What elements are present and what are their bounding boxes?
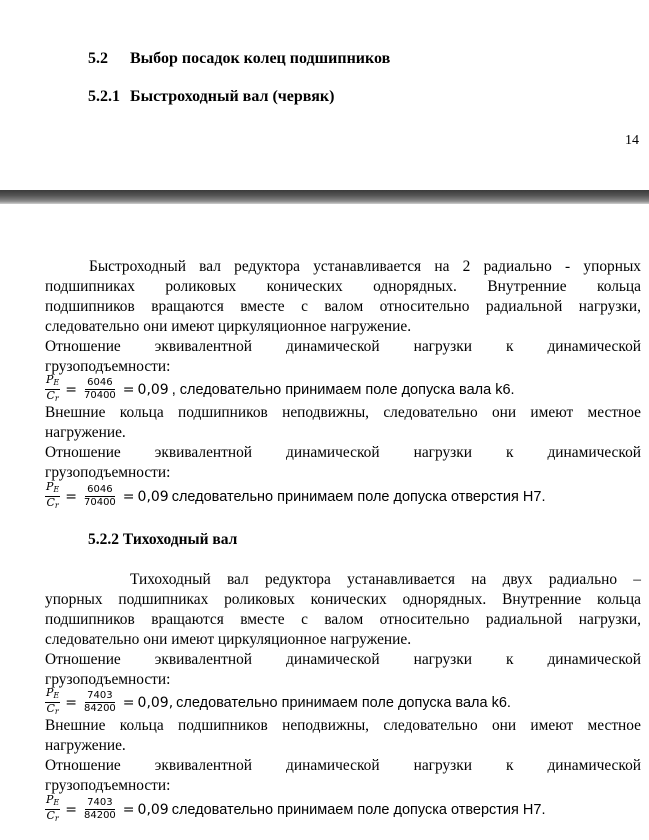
- load-ratio-symbol: $\frac{P_E}{C_r}$: [46, 686, 60, 716]
- formula-conclusion: , следовательно принимаем поле допуска вала k6.: [171, 381, 515, 398]
- paragraph-line: подшипников вращаются вместе с валом относительно радиальной нагрузки,: [45, 298, 641, 315]
- section-number: 5.2: [88, 50, 108, 67]
- load-ratio-fraction: $\frac{6046}{70400}$: [83, 484, 116, 508]
- paragraph-line: грузоподъемности:: [45, 464, 171, 481]
- formula-conclusion: следовательно принимаем поле допуска отверстия H7.: [171, 488, 546, 505]
- paragraph-line: грузоподъемности:: [45, 777, 171, 794]
- paragraph-line: Быстроходный вал редуктора устанавливается на 2 радиально - упорных: [89, 258, 641, 275]
- paragraph-line: упорных подшипниках роликовых конических однорядных. Внутренние кольца: [45, 591, 641, 608]
- section-heading: [88, 50, 390, 68]
- ratio-value: 0,09: [137, 801, 169, 818]
- paragraph-line: Внешние кольца подшипников неподвижны, следовательно они имеют местное: [45, 404, 641, 421]
- fast-shaft-formula-1: [45, 374, 515, 405]
- previous-page-bottom: [0, 0, 649, 190]
- equals-sign: =: [122, 381, 135, 398]
- load-ratio-symbol: $\frac{P_E}{C_r}$: [46, 793, 60, 823]
- page-separator: [0, 190, 649, 204]
- subsection-number: 5.2.1: [88, 88, 120, 105]
- paragraph-line: подшипниках роликовых конических однорядных. Внутренние кольца: [45, 278, 641, 295]
- paragraph-line: грузоподъемности:: [45, 671, 171, 688]
- fast-shaft-paragraph-2: [45, 403, 641, 483]
- fast-shaft-formula-2: [45, 481, 545, 512]
- formula-conclusion: следовательно принимаем поле допуска отверстия H7.: [171, 801, 546, 818]
- paragraph-line: грузоподъемности:: [45, 358, 171, 375]
- section-title: Выбор посадок колец подшипников: [130, 50, 391, 67]
- equals-sign: =: [65, 694, 77, 711]
- paragraph-line: Отношение эквивалентной динамической нагрузки к динамической: [45, 757, 641, 774]
- load-ratio-symbol: $\frac{P_E}{C_r}$: [46, 480, 60, 510]
- paragraph-line: Тихоходный вал редуктора устанавливается на двух радиально –: [130, 571, 641, 588]
- fast-shaft-paragraph-1: [45, 257, 641, 377]
- paragraph-line: следовательно они имеют циркуляционное нагружение.: [45, 631, 412, 648]
- slow-shaft-formula-2: [45, 794, 545, 825]
- formula-conclusion: следовательно принимаем поле допуска вала k6.: [176, 694, 511, 711]
- load-ratio-fraction: $\frac{7403}{84200}$: [83, 690, 116, 714]
- paragraph-line: Отношение эквивалентной динамической нагрузки к динамической: [45, 444, 641, 461]
- slow-shaft-paragraph-2: [45, 716, 641, 796]
- equals-sign: =: [122, 488, 135, 505]
- equals-sign: =: [122, 694, 135, 711]
- paragraph-line: Отношение эквивалентной динамической нагрузки к динамической: [45, 651, 641, 668]
- paragraph-line: следовательно они имеют циркуляционное нагружение.: [45, 318, 412, 335]
- equals-sign: =: [65, 801, 77, 818]
- load-ratio-fraction: $\frac{7403}{84200}$: [83, 797, 116, 821]
- paragraph-line: Внешние кольца подшипников неподвижны, следовательно они имеют местное: [45, 717, 641, 734]
- ratio-value: 0,09: [137, 488, 169, 505]
- ratio-value: 0,09,: [137, 694, 174, 711]
- page-number: 14: [625, 133, 639, 148]
- subsection-title: Быстроходный вал (червяк): [130, 88, 335, 105]
- subsection-heading-fast-shaft: [88, 88, 334, 106]
- equals-sign: =: [122, 801, 135, 818]
- paragraph-line: нагружение.: [45, 737, 126, 754]
- paragraph-line: Отношение эквивалентной динамической нагрузки к динамической: [45, 338, 641, 355]
- slow-shaft-paragraph-1: [45, 570, 641, 690]
- paragraph-line: нагружение.: [45, 424, 126, 441]
- load-ratio-fraction: $\frac{6046}{70400}$: [83, 377, 116, 401]
- slow-shaft-formula-1: [45, 687, 511, 718]
- equals-sign: =: [65, 488, 77, 505]
- equals-sign: =: [65, 381, 77, 398]
- ratio-value: 0,09: [137, 381, 169, 398]
- paragraph-line: подшипников вращаются вместе с валом относительно радиальной нагрузки,: [45, 611, 641, 628]
- subsection-heading-slow-shaft: 5.2.2 Тихоходный вал: [88, 531, 238, 548]
- load-ratio-symbol: $\frac{P_E}{C_r}$: [46, 373, 60, 403]
